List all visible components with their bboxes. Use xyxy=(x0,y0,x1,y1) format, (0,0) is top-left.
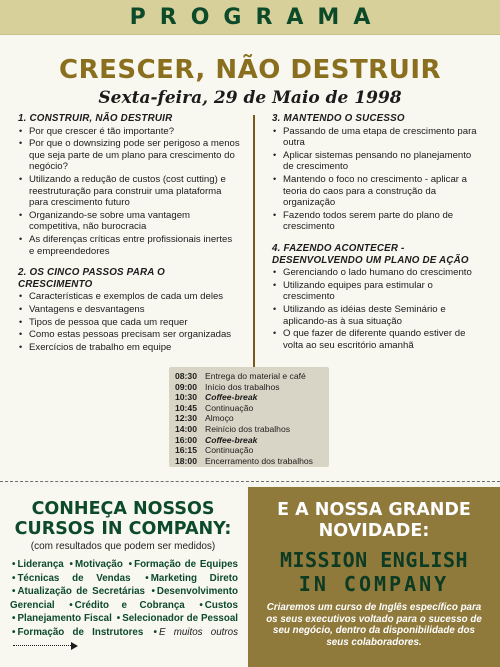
cursos-list xyxy=(10,558,238,653)
bullet-icon: • xyxy=(273,303,277,314)
list-item xyxy=(18,329,240,341)
schedule-row xyxy=(175,456,329,467)
bullet-icon: • xyxy=(19,341,23,352)
bullet-icon: • xyxy=(153,626,157,638)
list-item-text: As diferenças críticas entre profissionais inertes e empreendedores xyxy=(29,233,233,257)
bullet-icon: • xyxy=(273,125,277,136)
list-item xyxy=(18,210,240,233)
bullet-icon: • xyxy=(151,586,155,598)
novidade-body: Criaremos um curso de Inglês específico para os seus executivos voltado para o sucesso de seu negócio, dentro da disponibilidade dos seus colaboradores. xyxy=(266,602,482,648)
bullet-icon: • xyxy=(273,149,277,160)
seminar-title: CRESCER, NÃO DESTRUIR xyxy=(58,55,442,85)
curso-item: Crédito e Cobrança xyxy=(74,599,185,611)
section-list xyxy=(272,126,484,233)
bullet-icon: • xyxy=(19,316,23,327)
list-item-text: Organizando-se sobre uma vantagem competitiva, não burocracia xyxy=(29,209,191,233)
list-item xyxy=(18,342,240,354)
bullet-icon: • xyxy=(19,303,23,314)
list-item-text: Como estas pessoas precisam ser organizadas xyxy=(29,329,232,341)
left-column xyxy=(18,113,240,363)
schedule-activity: Início dos trabalhos xyxy=(205,381,280,392)
list-item-text: Aplicar sistemas pensando no planejamento de crescimento xyxy=(283,149,472,173)
curso-item: Liderança xyxy=(17,559,64,570)
schedule-activity: Entrega do material e café xyxy=(205,371,306,381)
schedule-row xyxy=(175,403,329,414)
schedule-row xyxy=(175,382,329,393)
cursos-more: E muitos outros xyxy=(158,626,238,638)
bullet-icon: • xyxy=(12,572,16,584)
novidade-line-3: MISSION ENGLISH xyxy=(279,548,469,572)
page-header-title: PROGRAMA xyxy=(129,4,385,30)
schedule-time: 10:30 xyxy=(175,392,197,403)
section-heading: 3. MANTENDO O SUCESSO xyxy=(272,113,405,124)
schedule-time: 12:30 xyxy=(175,413,197,424)
bullet-icon: • xyxy=(12,626,16,638)
section-heading: 2. OS CINCO PASSOS PARA O CRESCIMENTO xyxy=(18,267,165,290)
novidade-line-1: E A NOSSA GRANDE xyxy=(277,500,471,520)
list-item xyxy=(272,267,484,279)
section-heading: 1. CONSTRUIR, NÃO DESTRUIR xyxy=(18,113,173,124)
bullet-icon: • xyxy=(19,125,23,136)
curso-item: Atualização de Secretárias xyxy=(17,586,145,598)
curso-item: Planejamento Fiscal xyxy=(17,613,112,625)
bullet-icon: • xyxy=(19,291,23,302)
cursos-heading-1: CONHEÇA NOSSOS xyxy=(31,499,215,519)
section-list xyxy=(272,267,484,351)
bullet-icon: • xyxy=(12,613,16,625)
list-item-text: Gerenciando o lado humano do crescimento xyxy=(283,267,472,279)
bullet-icon: • xyxy=(12,586,16,598)
cursos-subtitle: (com resultados que podem ser medidos) xyxy=(30,541,216,552)
column-divider xyxy=(253,115,255,377)
program-panel xyxy=(0,34,500,481)
schedule-time: 09:00 xyxy=(175,381,197,392)
schedule-row xyxy=(175,392,329,403)
list-item xyxy=(272,328,484,351)
schedule-row xyxy=(175,424,329,435)
list-item xyxy=(272,126,484,149)
schedule-time: 18:00 xyxy=(175,455,197,466)
bullet-icon: • xyxy=(19,173,23,184)
list-item-text: Por que o downsizing pode ser perigoso a menos que seja parte de um plano para crescimento do negócio? xyxy=(29,138,240,173)
schedule-activity: Coffee-break xyxy=(205,392,258,403)
list-item-text: Características e exemplos de cada um deles xyxy=(29,291,224,303)
list-item xyxy=(18,174,240,209)
schedule-row xyxy=(175,445,329,456)
curso-item: Selecionador de Pessoal xyxy=(122,613,238,625)
curso-item: Motivação xyxy=(74,559,123,570)
list-item xyxy=(18,138,240,173)
list-item-text: Vantagens e desvantagens xyxy=(29,303,145,315)
novidade-line-2: NOVIDADE: xyxy=(318,521,430,541)
schedule-activity: Reinício dos trabalhos xyxy=(205,423,291,434)
bullet-icon: • xyxy=(69,559,73,570)
bullet-icon: • xyxy=(199,599,203,611)
bullet-icon: • xyxy=(145,572,149,584)
arrow-right-icon xyxy=(71,642,78,650)
schedule-activity: Continuação xyxy=(205,445,254,456)
list-item-text: Por que crescer é tão importante? xyxy=(29,125,175,137)
list-item-text: Utilizando a redução de custos (cost cutting) e reestruturação para construir uma plataforma para crescimento futuro xyxy=(29,173,226,209)
bullet-icon: • xyxy=(69,599,73,611)
bullet-icon: • xyxy=(273,209,277,220)
curso-item: Desenvolvimento Gerencial xyxy=(10,586,238,611)
schedule-row xyxy=(175,435,329,446)
bullet-icon: • xyxy=(273,173,277,184)
bullet-icon: • xyxy=(19,233,23,244)
bullet-icon: • xyxy=(19,329,23,340)
list-item xyxy=(18,291,240,303)
bullet-icon: • xyxy=(19,209,23,220)
curso-item: Formação de Equipes xyxy=(134,559,238,570)
schedule-table xyxy=(169,367,329,467)
cursos-heading-2: CURSOS IN COMPANY: xyxy=(14,519,232,539)
list-item-text: O que fazer de diferente quando estiver de volta ao seu escritório amanhã xyxy=(283,328,466,351)
list-item xyxy=(18,234,240,257)
section-list xyxy=(18,126,240,258)
schedule-time: 16:15 xyxy=(175,445,197,456)
bullet-icon: • xyxy=(12,559,16,570)
section-heading: 4. FAZENDO ACONTECER - DESENVOLVENDO UM PLANO DE AÇÃO xyxy=(272,242,469,266)
list-item-text: Mantendo o foco no crescimento - aplicar a teoria do caos para a construção da organização xyxy=(283,173,467,209)
list-item xyxy=(272,174,484,209)
schedule-activity: Coffee-break xyxy=(205,434,258,445)
seminar-date: Sexta-feira, 29 de Maio de 1998 xyxy=(98,88,402,108)
schedule-activity: Continuação xyxy=(205,402,254,413)
novidade-line-4: IN COMPANY xyxy=(298,572,450,596)
schedule-activity: Encerramento dos trabalhos xyxy=(205,455,313,466)
schedule-activity: Almoço xyxy=(205,413,234,424)
list-item-text: Exercícios de trabalho em equipe xyxy=(29,341,172,353)
list-item xyxy=(18,317,240,329)
list-item-text: Passando de uma etapa de crescimento para outra xyxy=(283,125,477,149)
dotted-leader xyxy=(13,645,71,646)
schedule-row xyxy=(175,413,329,424)
list-item xyxy=(272,304,484,327)
list-item xyxy=(272,150,484,173)
bullet-icon: • xyxy=(273,279,277,290)
list-item-text: Tipos de pessoa que cada um requer xyxy=(29,316,188,328)
bullet-icon: • xyxy=(128,559,133,570)
list-item xyxy=(272,280,484,303)
right-column xyxy=(272,113,484,361)
curso-item: Formação de Instrutores xyxy=(17,626,144,638)
bullet-icon: • xyxy=(19,138,23,149)
list-item xyxy=(272,210,484,233)
curso-item: Custos xyxy=(204,599,238,611)
schedule-time: 16:00 xyxy=(175,434,197,445)
cursos-panel xyxy=(0,487,246,667)
schedule-row xyxy=(175,371,329,382)
novidade-panel xyxy=(248,487,500,667)
list-item xyxy=(18,304,240,316)
header-band xyxy=(0,0,500,34)
bullet-icon: • xyxy=(116,613,121,625)
list-item-text: Utilizando equipes para estimular o crescimento xyxy=(283,279,433,303)
schedule-time: 14:00 xyxy=(175,423,197,434)
schedule-time: 08:30 xyxy=(175,371,197,381)
curso-item: Marketing Direto xyxy=(150,572,238,584)
curso-item: Técnicas de Vendas xyxy=(17,572,131,584)
bullet-icon: • xyxy=(273,328,277,339)
list-item-text: Utilizando as idéias deste Seminário e aplicando-as à sua situação xyxy=(283,303,446,327)
section-list xyxy=(18,291,240,353)
list-item-text: Fazendo todos serem parte do plano de crescimento xyxy=(283,209,454,233)
list-item xyxy=(18,126,240,138)
bullet-icon: • xyxy=(273,267,277,278)
schedule-time: 10:45 xyxy=(175,402,197,413)
